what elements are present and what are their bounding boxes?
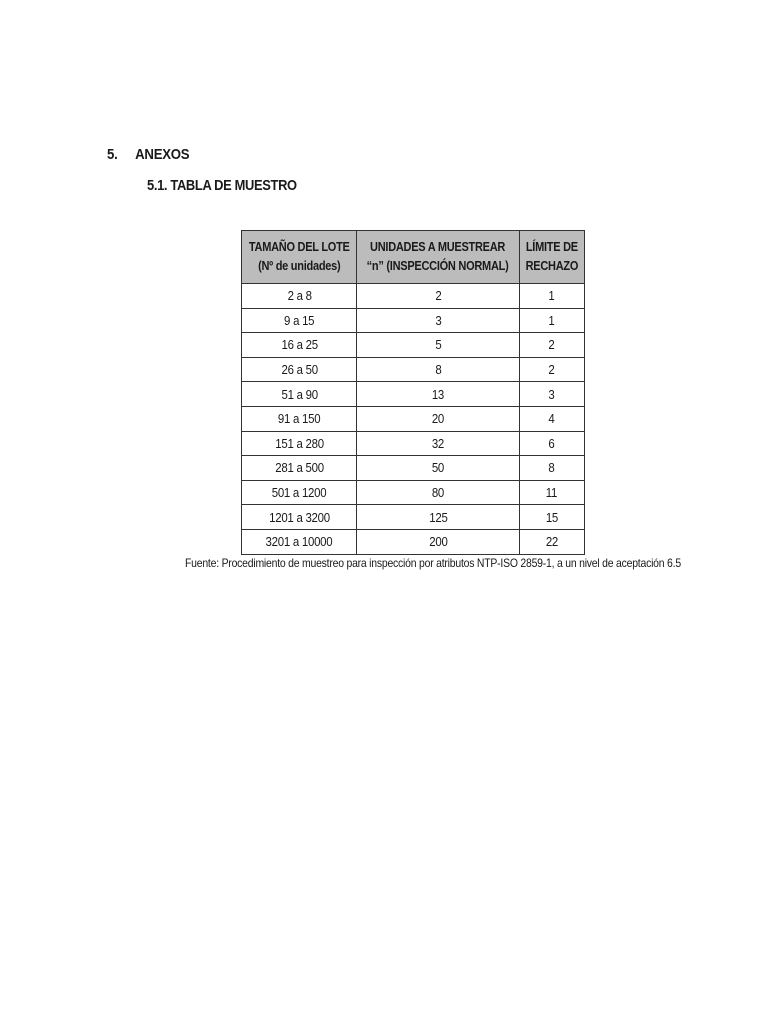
table-row [242,456,585,481]
section-title: ANEXOS [135,146,190,163]
rejection-limit-cell: 15 [519,505,584,530]
rejection-limit-cell: 3 [519,382,584,407]
section-number: 5. [107,146,118,163]
rejection-limit-cell: 1 [519,308,584,333]
table-row [242,308,585,333]
header-line: UNIDADES A MUESTREAR [370,240,506,254]
lot-size-cell: 3201 a 10000 [242,529,357,554]
lot-size-cell: 151 a 280 [242,431,357,456]
header-sample-units [357,231,519,284]
rejection-limit-cell: 11 [519,480,584,505]
lot-size-cell: 26 a 50 [242,357,357,382]
header-line: (Nº de unidades) [258,259,341,273]
header-line: RECHAZO [525,259,578,273]
rejection-limit-cell: 8 [519,456,584,481]
table-row [242,480,585,505]
lot-size-cell: 1201 a 3200 [242,505,357,530]
header-line: “n” (INSPECCIÓN NORMAL) [367,259,509,273]
lot-size-cell: 51 a 90 [242,382,357,407]
rejection-limit-cell: 2 [519,333,584,358]
subsection-heading: 5.1. TABLA DE MUESTRO [147,177,297,194]
sample-units-cell: 2 [357,284,519,309]
section-heading [107,146,189,163]
lot-size-cell: 16 a 25 [242,333,357,358]
table-row [242,333,585,358]
table-row [242,505,585,530]
rejection-limit-cell: 1 [519,284,584,309]
lot-size-cell: 9 a 15 [242,308,357,333]
lot-size-cell: 91 a 150 [242,406,357,431]
sample-units-cell: 20 [357,406,519,431]
sample-units-cell: 8 [357,357,519,382]
table-row [242,357,585,382]
table-source-note: Fuente: Procedimiento de muestreo para inspección por atributos NTP-ISO 2859-1, a un nivel de aceptación 6.5 [185,556,681,570]
lot-size-cell: 2 a 8 [242,284,357,309]
rejection-limit-cell: 2 [519,357,584,382]
table-row [242,529,585,554]
header-line: LÍMITE DE [525,240,578,254]
rejection-limit-cell: 4 [519,406,584,431]
table-row [242,431,585,456]
table-header-row [242,231,585,284]
rejection-limit-cell: 22 [519,529,584,554]
lot-size-cell: 281 a 500 [242,456,357,481]
table-row [242,284,585,309]
sample-units-cell: 32 [357,431,519,456]
header-lot-size [242,231,357,284]
table-row [242,382,585,407]
header-line: TAMAÑO DEL LOTE [248,240,350,254]
sample-units-cell: 5 [357,333,519,358]
sample-units-cell: 50 [357,456,519,481]
sample-units-cell: 200 [357,529,519,554]
lot-size-cell: 501 a 1200 [242,480,357,505]
header-rejection-limit [519,231,584,284]
rejection-limit-cell: 6 [519,431,584,456]
sample-units-cell: 125 [357,505,519,530]
sample-units-cell: 80 [357,480,519,505]
sampling-table [241,230,585,555]
sample-units-cell: 13 [357,382,519,407]
table-row [242,406,585,431]
sample-units-cell: 3 [357,308,519,333]
